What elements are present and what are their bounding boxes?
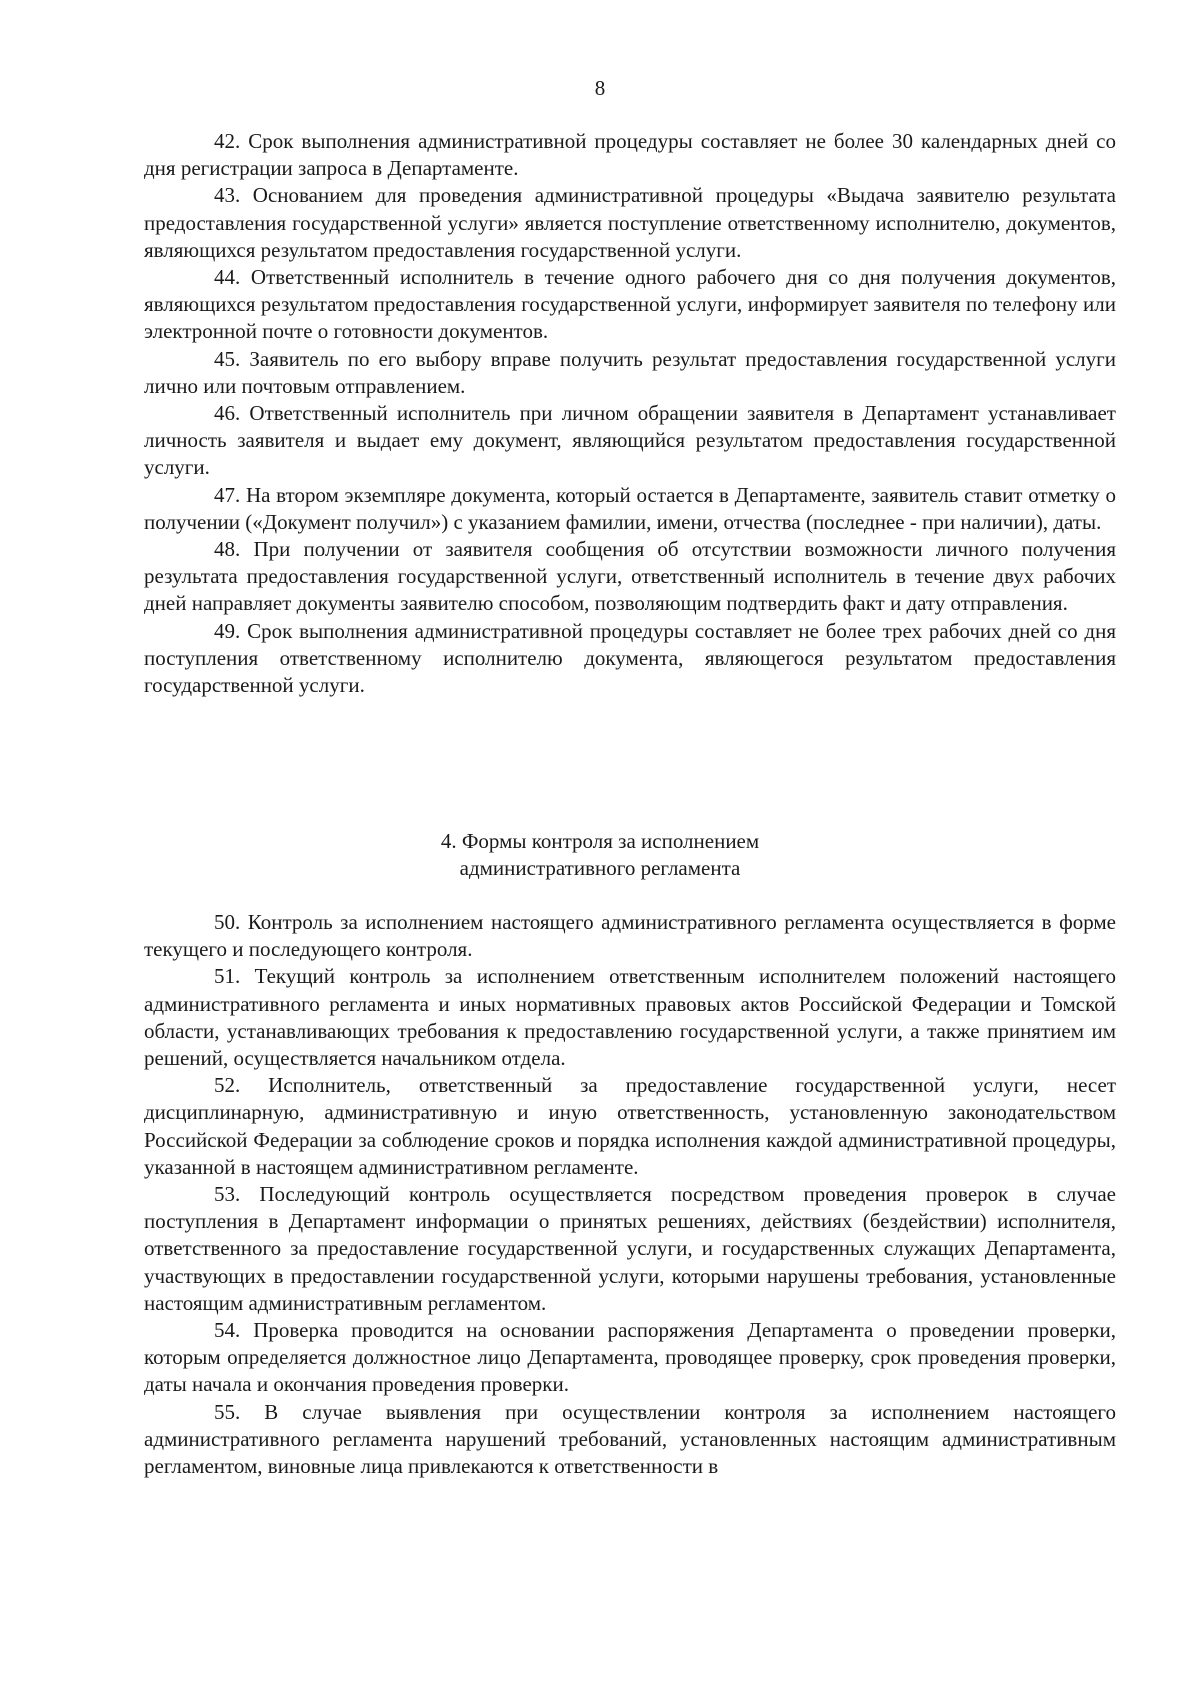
paragraph-42: 42. Срок выполнения административной процедуры составляет не более 30 календарных дней со дня регистрации запроса в Департаменте. <box>144 129 1116 181</box>
paragraph-52: 52. Исполнитель, ответственный за предоставление государственной услуги, несет дисциплинарную, административную и иную ответственность, установленную законодательством Российской Федерации за соблюдение сроков и порядка исполнения каждой административной процедуры, указанной в настоящем административном регламенте. <box>144 1073 1116 1179</box>
paragraph-53: 53. Последующий контроль осуществляется посредством проведения проверок в случае поступления в Департамент информации о принятых решениях, действиях (бездействии) исполнителя, ответственного за предоставление государственной услуги, и государственных служащих Департамента, участвующих в предоставлении государственной услуги, которыми нарушены требования, установленные настоящим административным регламентом. <box>144 1182 1116 1315</box>
section-heading-line-1: 4. Формы контроля за исполнением <box>440 829 760 853</box>
paragraph-54: 54. Проверка проводится на основании распоряжения Департамента о проведении проверки, которым определяется должностное лицо Департамента, проводящее проверку, срок проведения проверки, даты начала и окончания проведения проверки. <box>144 1318 1116 1397</box>
paragraphs-after-section <box>144 909 1116 1480</box>
section-heading <box>0 828 1200 882</box>
paragraph-49: 49. Срок выполнения административной процедуры составляет не более трех рабочих дней со дня поступления ответственному исполнителю документа, являющегося результатом предоставления государственной услуги. <box>144 618 1116 698</box>
paragraphs-before-section <box>144 128 1116 699</box>
paragraph-45: 45. Заявитель по его выбору вправе получить результат предоставления государственной услуги лично или почтовым отправлением. <box>144 346 1116 398</box>
paragraph-46: 46. Ответственный исполнитель при личном обращении заявителя в Департамент устанавливает личность заявителя и выдает ему документ, являющийся результатом предоставления государственной услуги. <box>144 401 1116 480</box>
paragraph-51: 51. Текущий контроль за исполнением ответственным исполнителем положений настоящего административного регламента и иных нормативных правовых актов Российской Федерации и Томской области, устанавливающих требования к предоставлению государственной услуги, а также принятием им решений, осуществляется начальником отдела. <box>144 964 1116 1071</box>
section-heading-line-2: административного регламента <box>459 856 741 881</box>
paragraph-50: 50. Контроль за исполнением настоящего административного регламента осуществляется в форме текущего и последующего контроля. <box>144 910 1116 962</box>
paragraph-43: 43. Основанием для проведения административной процедуры «Выдача заявителю результата предоставления государственной услуги» является поступление ответственному исполнителю, документов, являющихся результатом предоставления государственной услуги. <box>144 183 1116 262</box>
paragraph-55: 55. В случае выявления при осуществлении контроля за исполнением настоящего административного регламента нарушений требований, установленных настоящим административным регламентом, виновные лица привлекаются к ответственности в <box>144 1399 1116 1479</box>
paragraph-48: 48. При получении от заявителя сообщения об отсутствии возможности личного получения результата предоставления государственной услуги, ответственный исполнитель в течение двух рабочих дней направляет документы заявителю способом, позволяющим подтвердить факт и дату отправления. <box>144 537 1116 616</box>
page-number: 8 <box>594 76 606 100</box>
paragraph-44: 44. Ответственный исполнитель в течение одного рабочего дня со дня получения документов, являющихся результатом предоставления государственной услуги, информирует заявителя по телефону или электронной почте о готовности документов. <box>144 265 1116 344</box>
paragraph-47: 47. На втором экземпляре документа, который остается в Департаменте, заявитель ставит отметку о получении («Документ получил») с указанием фамилии, имени, отчества (последнее - при наличии), даты. <box>144 482 1116 534</box>
